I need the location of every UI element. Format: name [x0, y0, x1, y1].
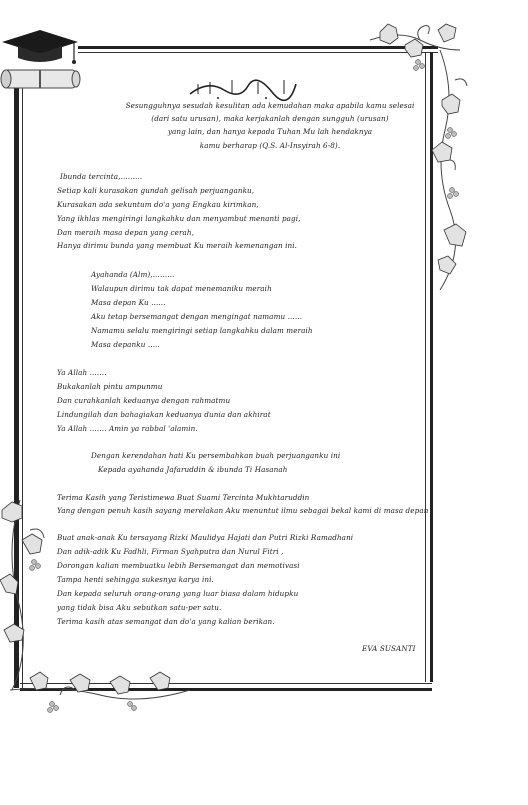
father-line-3: Masa depan Ku ……: [91, 298, 166, 307]
dedication-line-1: Dengan kerendahan hati Ku persembahkan buah perjuanganku ini: [91, 451, 341, 460]
father-line-4: Aku tetap bersemangat dengan mengingat namamu ……: [91, 312, 303, 321]
mother-line-1: Ibunda tercinta,………: [60, 172, 143, 181]
signature-name: EVA SUSANTI: [362, 644, 416, 653]
children-line-1: Buat anak-anak Ku tersayang Rizki Maulidya Hajati dan Putri Rizki Ramadhani: [57, 533, 354, 542]
mother-line-2: Setiap kali kurasakan gundah gelisah perjuanganku,: [57, 186, 255, 195]
mother-line-5: Dan meraih masa depan yang cerah,: [57, 228, 195, 237]
mother-line-4: Yang ikhlas mengiringi langkahku dan menyambut menanti pagi,: [57, 214, 301, 223]
diploma-scroll-icon: [0, 60, 90, 110]
grape-vine-ornament: [360, 10, 470, 310]
husband-line-1: Terima Kasih yang Teristimewa Buat Suami Tercinta Mukhtaruddin: [57, 493, 310, 502]
verse-line-4: kamu berharap (Q.S. Al-Insyirah 6-8).: [199, 141, 341, 150]
prayer-line-3: Dan curahkanlah keduanya dengan rahmatmu: [57, 396, 231, 405]
prayer-line-5: Ya Allah ……. Amin ya rabbal 'alamin.: [57, 424, 198, 433]
children-line-2: Dan adik-adik Ku Fadhli, Firman Syahputra dan Nurul Fitri ,: [57, 547, 284, 556]
father-line-2: Walaupun dirimu tak dapat menemaniku meraih: [91, 284, 272, 293]
father-line-6: Masa depanku …..: [91, 340, 160, 349]
verse-line-2: (dari satu urusan), maka kerjakanlah dengan sungguh (urusan): [151, 114, 389, 123]
verse-line-3: yang lain, dan hanya kepada Tuhan Mu lah hendaknya: [167, 127, 373, 136]
dedication-line-2: Kepada ayahanda Jafaruddin & ibunda Ti Hasanah: [98, 465, 288, 474]
verse-line-1: Sesungguhnya sesudah kesulitan ada kemudahan maka apabila kamu selesai: [125, 101, 415, 110]
father-line-1: Ayahanda (Alm),………: [91, 270, 175, 279]
mother-line-3: Kurasakan ada sekuntum do'a yang Engkau kirimkan,: [57, 200, 259, 209]
children-line-6: yang tidak bisa Aku sebutkan satu-per satu.: [57, 603, 222, 612]
prayer-line-2: Bukakanlah pintu ampunmu: [57, 382, 163, 391]
husband-line-2: Yang dengan penuh kasih sayang merelakan Aku menuntut ilmu sebagai bekal kami di masa depan: [57, 506, 429, 515]
prayer-line-1: Ya Allah …….: [57, 368, 107, 377]
children-line-5: Dan kepada seluruh orang-orang yang luar biasa dalam hidupku: [57, 589, 299, 598]
mother-line-6: Hanya dirimu bunda yang membuat Ku meraih kemenangan ini.: [57, 241, 297, 250]
father-line-5: Namamu selalu mengiringi setiap langkahku dalam meraih: [91, 326, 313, 335]
children-line-4: Tampa henti sehingga sukesnya karya ini.: [57, 575, 214, 584]
bismillah-calligraphy: [188, 76, 298, 100]
prayer-line-4: Lindungilah dan bahagiakan keduanya dunia dan akhirat: [57, 410, 271, 419]
children-line-7: Terima kasih atas semangat dan do'a yang kalian berikan.: [57, 617, 275, 626]
children-line-3: Dorongan kalian membuatku lebih Bersemangat dan memotivasi: [57, 561, 300, 570]
